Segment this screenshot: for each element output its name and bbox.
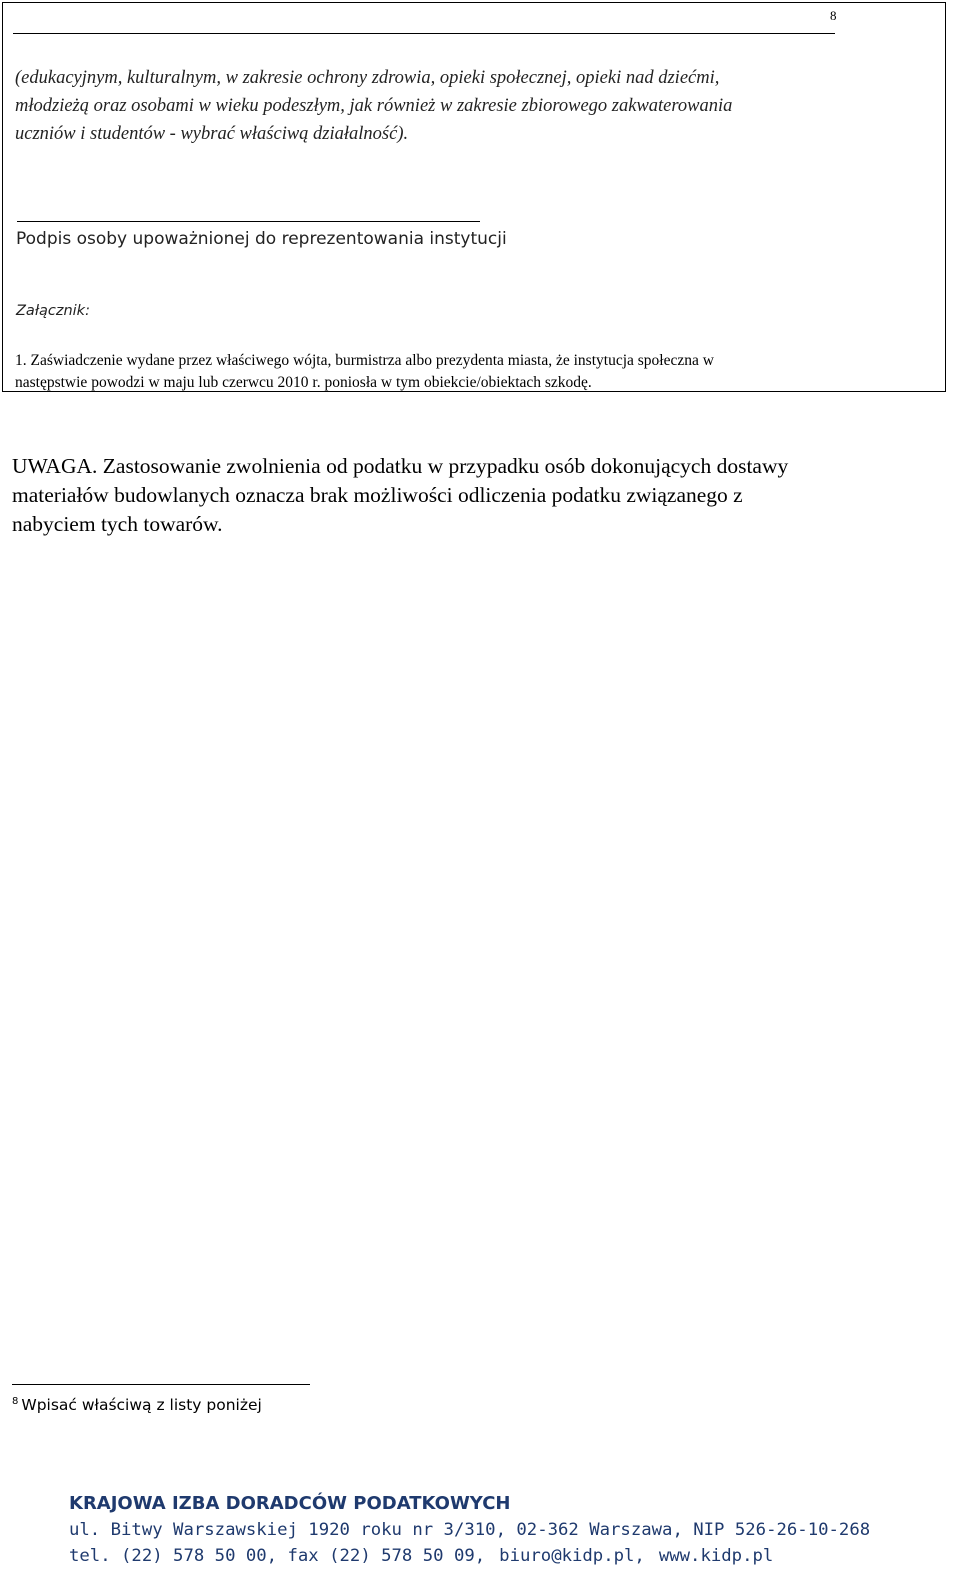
footer-org-name: KRAJOWA IZBA DORADCÓW PODATKOWYCH (69, 1493, 511, 1514)
notice-paragraph (12, 452, 942, 539)
notice-line (12, 452, 942, 481)
signature-line (17, 221, 480, 222)
footnote-rule (12, 1384, 310, 1385)
signature-label: Podpis osoby upoważnionej do reprezentowania instytucji (16, 229, 507, 249)
footer-phone-fax: tel. (22) 578 50 00, fax (22) 578 50 09, (69, 1546, 486, 1566)
page-footer (69, 1491, 870, 1569)
attachment-label: Załącznik: (16, 303, 90, 319)
footer-address: ul. Bitwy Warszawskiej 1920 roku nr 3/310, 02-362 Warszawa, NIP 526-26-10-268 (69, 1520, 871, 1540)
notice-line: nabyciem tych towarów. (12, 512, 223, 536)
activity-description (15, 64, 943, 148)
footer-contact (69, 1543, 870, 1569)
attachment-line: 1. Zaświadczenie wydane przez właściwego wójta, burmistrza albo prezydenta miasta, że instytucja społeczna w (15, 352, 714, 369)
activity-line: uczniów i studentów - wybrać właściwą działalność). (15, 124, 409, 144)
notice-text: . Zastosowanie zwolnienia od podatku w przypadku osób dokonujących dostawy (92, 454, 789, 478)
footer-website: www.kidp.pl (658, 1546, 774, 1566)
footnote-reference: 8 (830, 8, 837, 23)
footer-email: biuro@kidp.pl, (499, 1546, 645, 1566)
activity-line: (edukacyjnym, kulturalnym, w zakresie ochrony zdrowia, opieki społecznej, opieki nad dziećmi, (15, 68, 720, 88)
declaration-box (2, 2, 946, 392)
top-rule (13, 33, 835, 34)
attachment-line: następstwie powodzi w maju lub czerwcu 2010 r. poniosła w tym obiekcie/obiektach szkodę. (15, 374, 592, 391)
footnote-number: 8 (12, 1396, 19, 1407)
activity-line: młodzieżą oraz osobami w wieku podeszłym, jak również w zakresie zbiorowego zakwaterowania (15, 96, 733, 116)
notice-heading: UWAGA (12, 454, 93, 478)
attachment-item (15, 350, 943, 394)
footnote-text: Wpisać właściwą z listy poniżej (21, 1396, 262, 1414)
notice-line: materiałów budowlanych oznacza brak możliwości odliczenia podatku związanego z (12, 483, 743, 507)
footnote (12, 1396, 262, 1414)
